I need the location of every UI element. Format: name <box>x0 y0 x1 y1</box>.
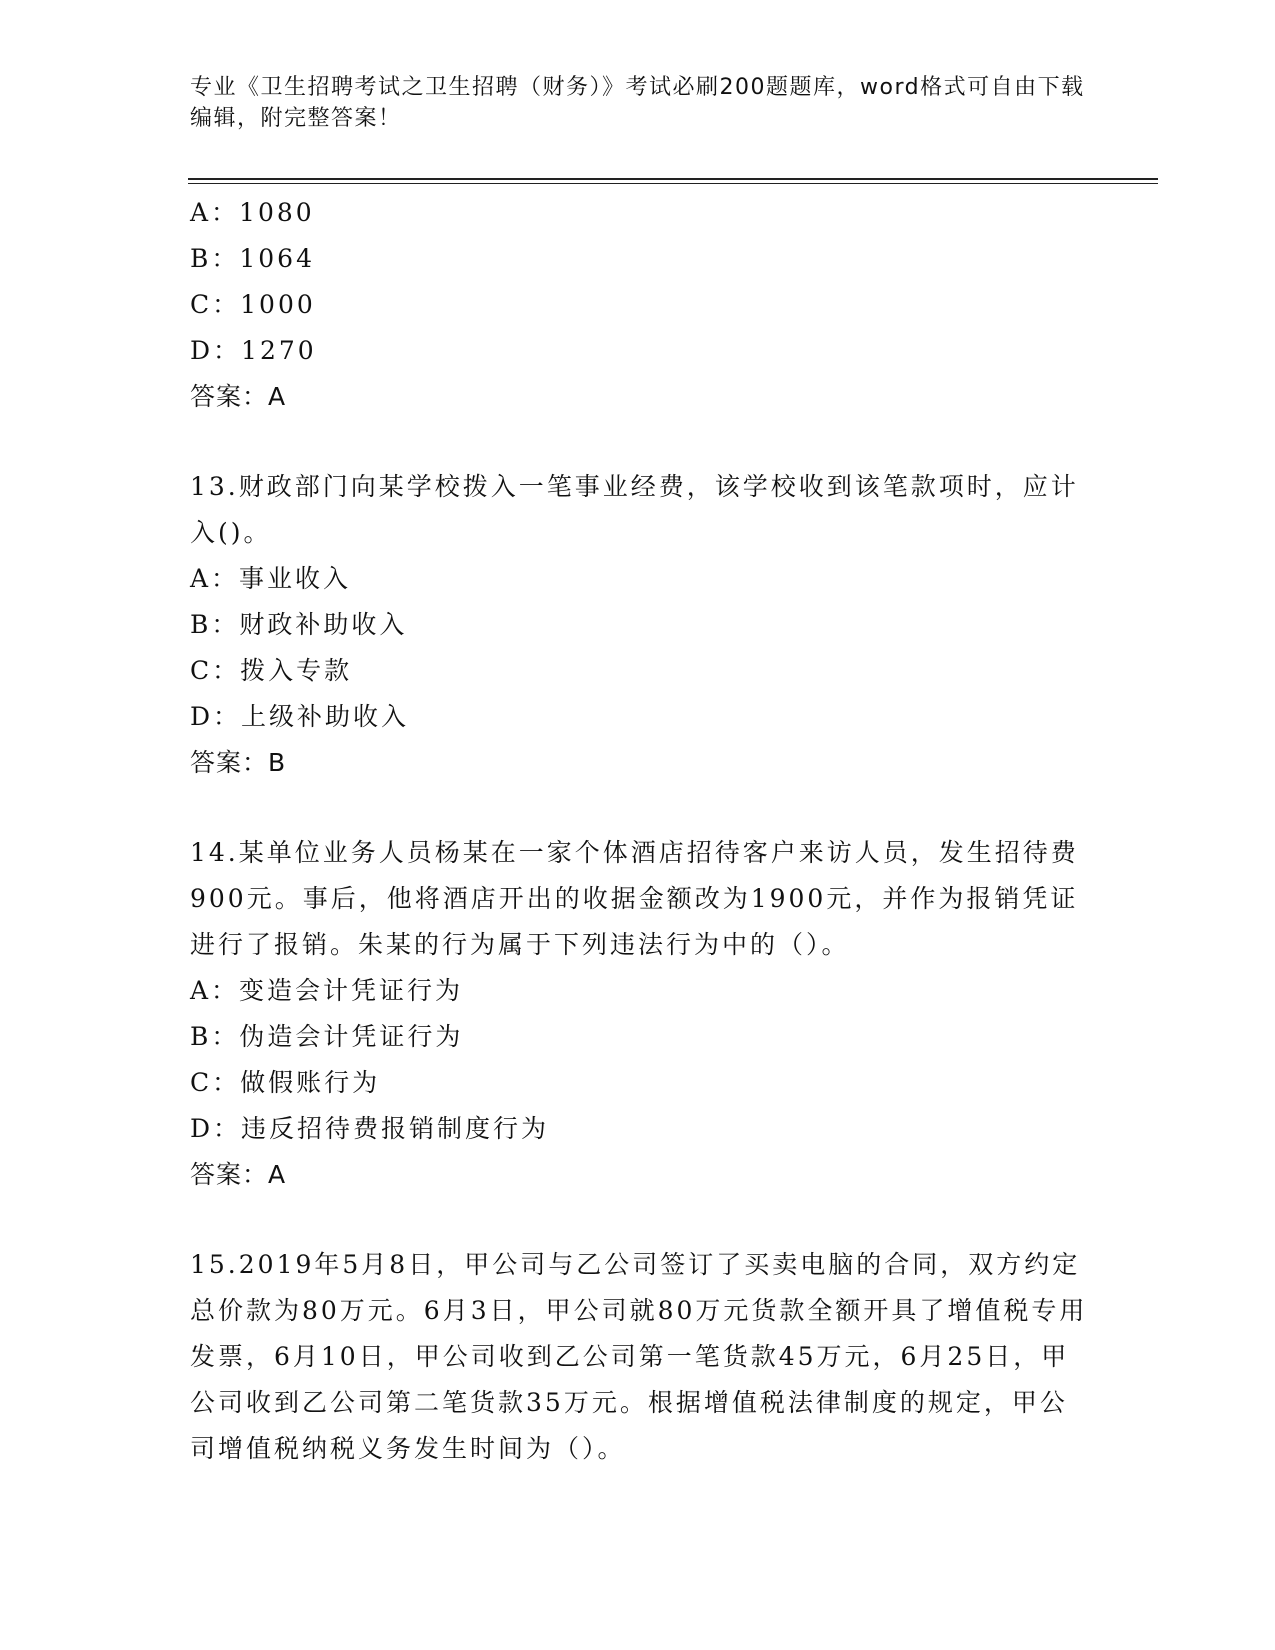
question-stem: 15.2019年5月8日，甲公司与乙公司签订了买卖电脑的合同，双方约定总价款为80万元。6月3日，甲公司就80万元货款全额开具了增值税专用发票，6月10日，甲公司收到乙公司第一笔货款45万元，6月25日，甲公司收到乙公司第二笔货款35万元。根据增值税法律制度的规定，甲公司增值税纳税义务发生时间为（）。 <box>190 1250 1088 1463</box>
page-header: 专业《卫生招聘考试之卫生招聘（财务）》考试必刷200题题库，word格式可自由下载编辑，附完整答案！ <box>190 75 1085 131</box>
option-d: D：违反招待费报销制度行为 <box>190 1114 550 1143</box>
option-b: B：财政补助收入 <box>190 610 408 639</box>
option-a: A：1080 <box>190 198 315 227</box>
option-a: A：变造会计凭证行为 <box>190 976 464 1005</box>
answer: 答案：A <box>190 382 287 411</box>
option-c: C：1000 <box>190 290 316 319</box>
question-stem: 14.某单位业务人员杨某在一家个体酒店招待客户来访人员，发生招待费900元。事后，他将酒店开出的收据金额改为1900元，并作为报销凭证进行了报销。朱某的行为属于下列违法行为中的（）。 <box>190 838 1079 959</box>
option-a: A：事业收入 <box>190 564 352 593</box>
header-rule-thin <box>188 183 1158 184</box>
question-14 <box>190 830 1090 1198</box>
option-d: D：上级补助收入 <box>190 702 410 731</box>
option-c: C：做假账行为 <box>190 1068 381 1097</box>
answer: 答案：A <box>190 1160 287 1189</box>
spacer <box>190 1198 1090 1242</box>
spacer <box>190 786 1090 830</box>
option-d: D：1270 <box>190 336 317 365</box>
question-13 <box>190 464 1090 786</box>
question-stem: 13.财政部门向某学校拨入一笔事业经费，该学校收到该笔款项时，应计入()。 <box>190 472 1079 547</box>
header-rule-thick <box>188 178 1158 180</box>
option-c: C：拨入专款 <box>190 656 353 685</box>
option-b: B：1064 <box>190 244 315 273</box>
question-list <box>190 190 1090 1472</box>
answer: 答案：B <box>190 748 287 777</box>
option-b: B：伪造会计凭证行为 <box>190 1022 464 1051</box>
question-15 <box>190 1242 1090 1472</box>
question-12 <box>190 190 1090 420</box>
spacer <box>190 420 1090 464</box>
